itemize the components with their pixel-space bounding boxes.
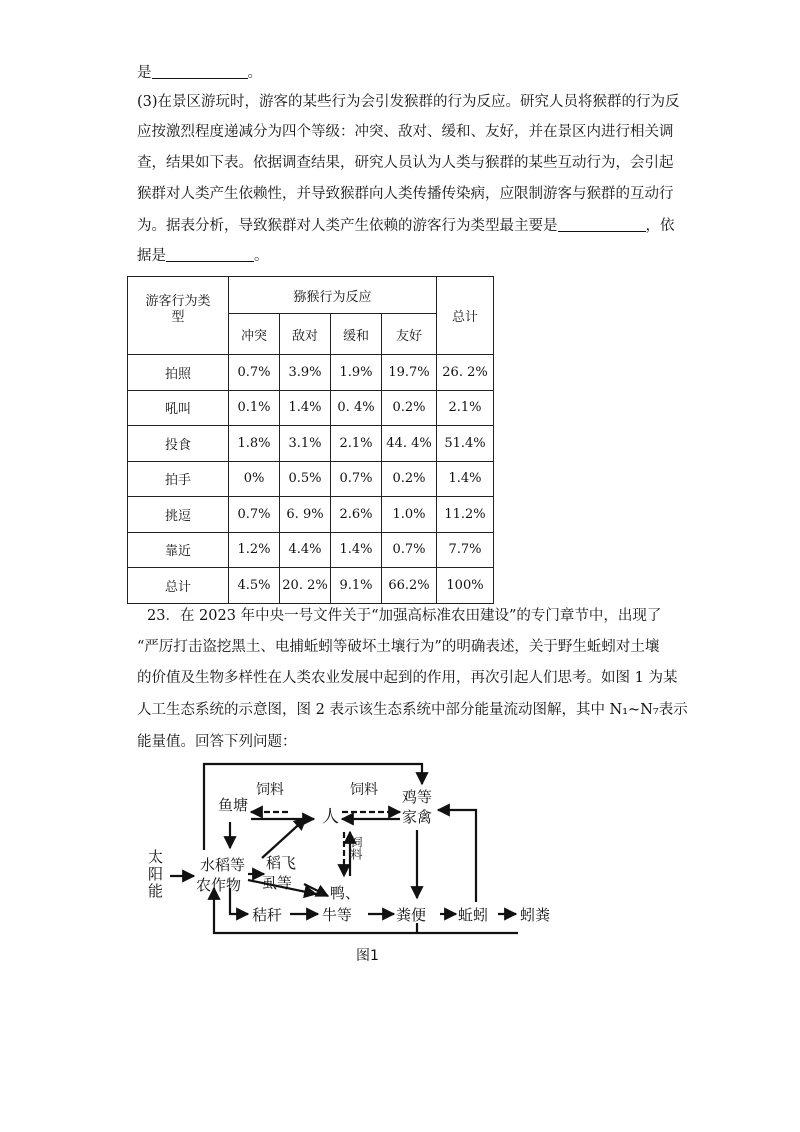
cell-value: 4.5% bbox=[229, 568, 280, 604]
label-feed-right: 饲料 bbox=[350, 782, 378, 798]
cell-value: 19.7% bbox=[382, 355, 437, 391]
label-cattle: 牛等 bbox=[322, 906, 353, 924]
figure-caption: 图1 bbox=[356, 948, 379, 964]
table-row bbox=[128, 390, 494, 426]
label-feed-left: 饲料 bbox=[256, 782, 284, 798]
cell-value: 0.2% bbox=[382, 390, 437, 426]
cell-value: 1.9% bbox=[331, 355, 382, 391]
header-visitor-behavior-type bbox=[128, 277, 229, 355]
label-manure: 粪便 bbox=[396, 906, 427, 924]
q22-paragraph-line-2: 应按激烈程度递减分为四个等级：冲突、敌对、缓和、友好，并在景区内进行相关调 bbox=[137, 124, 674, 140]
label-planthopper-line-1: 稻飞 bbox=[266, 854, 297, 872]
cell-value: 0.7% bbox=[331, 461, 382, 497]
q23-line-3: 的价值及生物多样性在人类农业发展中起到的作用，再次引起人们思考。如图 1 为某 bbox=[137, 670, 678, 686]
row-total: 1.4% bbox=[437, 461, 494, 497]
q23-line-2: “严厉打击盗挖黑土、电捕蚯蚓等破坏土壤行为”的明确表述，关于野生蚯蚓对土壤 bbox=[137, 639, 660, 655]
cell-value: 0.7% bbox=[229, 497, 280, 533]
row-total: 2.1% bbox=[437, 390, 494, 426]
header-total: 总计 bbox=[437, 277, 494, 355]
cell-value: 0.1% bbox=[229, 390, 280, 426]
q22-p5-tail: ，依 bbox=[645, 218, 675, 234]
cell-value: 1.4% bbox=[331, 532, 382, 568]
header-level-3: 友好 bbox=[382, 314, 437, 355]
arrow-planthopper-to-livestock bbox=[304, 884, 328, 896]
row-total: 100% bbox=[437, 568, 494, 604]
cell-value: 2.1% bbox=[331, 426, 382, 462]
label-earthworm: 蚯蚓 bbox=[458, 906, 489, 924]
cell-value: 1.2% bbox=[229, 532, 280, 568]
label-poultry-line-2: 家禽 bbox=[402, 808, 433, 826]
cell-value: 66.2% bbox=[382, 568, 437, 604]
cell-value: 1.4% bbox=[280, 390, 331, 426]
row-behavior-type: 总计 bbox=[128, 568, 229, 604]
table-row bbox=[128, 426, 494, 462]
row-total: 11.2% bbox=[437, 497, 494, 533]
row-behavior-type: 挑逗 bbox=[128, 497, 229, 533]
row-total: 51.4% bbox=[437, 426, 494, 462]
row-behavior-type: 吼叫 bbox=[128, 390, 229, 426]
cell-value: 0% bbox=[229, 461, 280, 497]
q22-paragraph-line-4: 猴群对人类产生依赖性，并导致猴群向人类传播传染病，应限制游客与猴群的互动行 bbox=[137, 186, 674, 202]
answer-blank-2[interactable] bbox=[558, 217, 646, 232]
header-level-0: 冲突 bbox=[229, 314, 280, 355]
monkey-reaction-table bbox=[127, 276, 494, 604]
cell-value: 9.1% bbox=[331, 568, 382, 604]
answer-blank-1[interactable] bbox=[152, 64, 248, 79]
table-row bbox=[128, 532, 494, 568]
label-rice-line-1: 水稻等 bbox=[200, 856, 246, 874]
arrow-earthworm-to-poultry bbox=[438, 810, 476, 902]
row-behavior-type: 靠近 bbox=[128, 532, 229, 568]
q22-paragraph-line-1: (3)在景区游玩时，游客的某些行为会引发猴群的行为反应。研究人员将猴群的行为反 bbox=[137, 94, 680, 110]
q22-answer-line-1 bbox=[137, 63, 262, 83]
arrow-rice-to-human bbox=[262, 818, 306, 858]
cell-value: 1.0% bbox=[382, 497, 437, 533]
cell-value: 3.9% bbox=[280, 355, 331, 391]
q22-p6-text: 据是 bbox=[137, 248, 166, 264]
label-human: 人 bbox=[322, 807, 339, 827]
table-row bbox=[128, 568, 494, 604]
label-fishpond: 鱼塘 bbox=[218, 796, 249, 814]
cell-value: 0.7% bbox=[382, 532, 437, 568]
row-behavior-type: 拍手 bbox=[128, 461, 229, 497]
cell-value: 2.6% bbox=[331, 497, 382, 533]
cell-value: 0.2% bbox=[382, 461, 437, 497]
q23-line-1: 23．在 2023 年中央一号文件关于“加强高标准农田建设”的专门章节中，出现了 bbox=[147, 608, 662, 624]
label-planthopper-line-2: 虱等 bbox=[262, 874, 293, 892]
row-behavior-type: 投食 bbox=[128, 426, 229, 462]
label-poultry-line-1: 鸡等 bbox=[402, 788, 433, 806]
q22-p5-text: 为。据表分析，导致猴群对人类产生依赖的游客行为类型最主要是 bbox=[137, 218, 558, 234]
cell-value: 44. 4% bbox=[382, 426, 437, 462]
cell-value: 4.4% bbox=[280, 532, 331, 568]
q23-line-4: 人工生态系统的示意图，图 2 表示该生态系统中部分能量流动图解，其中 N₁~N₇表示 bbox=[137, 702, 688, 718]
header-level-1: 敌对 bbox=[280, 314, 331, 355]
cell-value: 6. 9% bbox=[280, 497, 331, 533]
q22-paragraph-line-5 bbox=[137, 216, 675, 236]
label-duck: 鸭、 bbox=[330, 884, 361, 902]
table-row bbox=[128, 497, 494, 533]
cell-value: 20. 2% bbox=[280, 568, 331, 604]
label-rice-line-2: 农作物 bbox=[196, 876, 242, 894]
header-type-line-2: 型 bbox=[171, 310, 185, 325]
q23-line-5: 能量值。回答下列问题： bbox=[137, 734, 297, 750]
cell-value: 0.7% bbox=[229, 355, 280, 391]
header-monkey-reaction: 猕猴行为反应 bbox=[229, 277, 437, 314]
label-castings: 蚓粪 bbox=[520, 906, 551, 924]
row-behavior-type: 拍照 bbox=[128, 355, 229, 391]
cell-value: 1.8% bbox=[229, 426, 280, 462]
table-row bbox=[128, 355, 494, 391]
label-sun-3: 能 bbox=[148, 882, 164, 900]
q22-line0-prefix: 是 bbox=[137, 65, 152, 81]
q22-p6-tail: 。 bbox=[254, 248, 269, 264]
label-sun-1: 太 bbox=[148, 848, 164, 866]
cell-value: 0. 4% bbox=[331, 390, 382, 426]
cell-value: 3.1% bbox=[280, 426, 331, 462]
answer-blank-3[interactable] bbox=[166, 247, 254, 262]
row-total: 7.7% bbox=[437, 532, 494, 568]
header-level-2: 缓和 bbox=[331, 314, 382, 355]
label-feed-vertical: 饲料 bbox=[349, 836, 363, 860]
q22-paragraph-line-6 bbox=[137, 246, 269, 266]
label-sun-2: 阳 bbox=[148, 865, 164, 883]
row-total: 26. 2% bbox=[437, 355, 494, 391]
cell-value: 0.5% bbox=[280, 461, 331, 497]
q22-line0-suffix: 。 bbox=[247, 65, 262, 81]
ecosystem-diagram bbox=[138, 758, 588, 968]
label-straw: 秸秆 bbox=[252, 906, 283, 924]
q22-paragraph-line-3: 查，结果如下表。依据调查结果，研究人员认为人类与猴群的某些互动行为，会引起 bbox=[137, 155, 674, 171]
table-row bbox=[128, 461, 494, 497]
header-type-line-1: 游客行为类 bbox=[145, 294, 211, 309]
